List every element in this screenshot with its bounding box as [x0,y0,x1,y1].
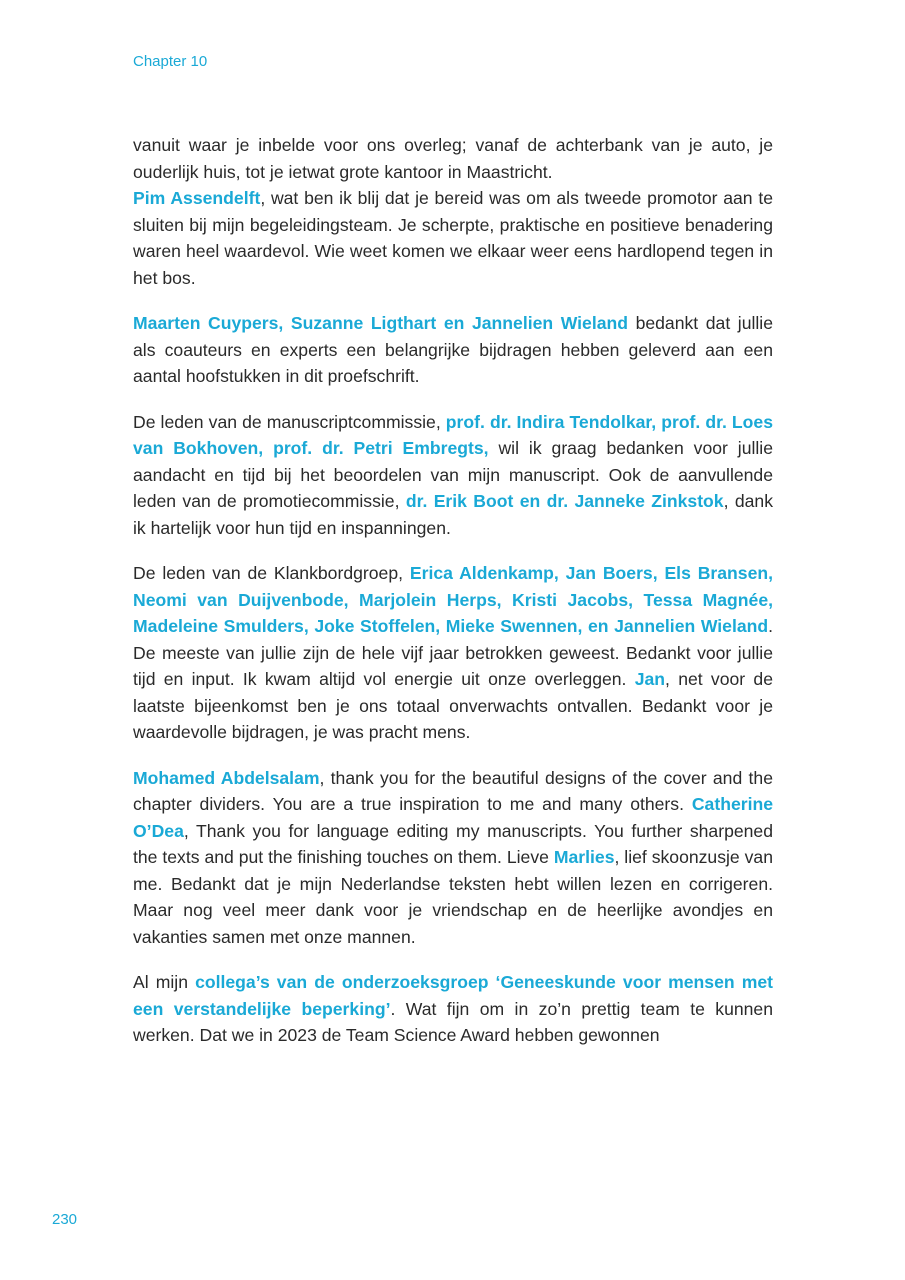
body-text: wil ik graag bedanken voor jullie aandacht en tijd bij het beoordelen van mijn manuscript. Ook de aanvullende leden van de promotiecommissie, [133,438,773,511]
body-text: , net voor de laatste bijeenkomst ben je ons totaal onverwachts ontvallen. Bedankt voor je waardevolle bijdragen, je was pracht mens. [133,669,773,742]
body-text: , dank ik hartelijk voor hun tijd en inspanningen. [133,491,773,538]
body-text: , wat ben ik blij dat je bereid was om als tweede promotor aan te sluiten bij mijn begeleidingsteam. Je scherpte, praktische en positieve benadering waren heel waardevol. Wie weet komen we elkaar weer eens hardlopend tegen in het bos. [133,188,773,288]
body-text: . Wat fijn om in zo’n prettig team te kunnen werken. Dat we in 2023 de Team Science Award hebben gewonnen [133,998,773,1045]
body-text: , Thank you for language editing my manuscripts. You further sharpened the texts and put the finishing touches on them. Lieve [133,820,773,867]
document-body [133,132,773,1068]
paragraph-p4 [133,409,773,542]
highlighted-name: prof. dr. Indira Tendolkar, prof. dr. Loes van Bokhoven, prof. dr. Petri Embregts, [133,411,773,458]
highlighted-name: Pim Assendelft [133,188,261,208]
paragraph-p2 [133,185,773,291]
body-text: , thank you for the beautiful designs of the cover and the chapter dividers. You are a true inspiration to me and many others. [133,767,773,814]
highlighted-name: Erica Aldenkamp, Jan Boers, Els Bransen, Neomi van Duijvenbode, Marjolein Herps, Kristi Jacobs, Tessa Magnée, Madeleine Smulders, Joke Stoffelen, Mieke Swennen, en Jannelien Wieland [133,563,773,636]
highlighted-name: Maarten Cuypers, Suzanne Ligthart en Jannelien Wieland [133,313,628,333]
highlighted-name: Mohamed Abdelsalam [133,767,320,788]
paragraph-p6 [133,765,773,951]
page-number: 230 [52,1211,78,1228]
highlighted-name: Catherine O’Dea [133,794,773,841]
running-head-chapter: Chapter 10 [133,53,208,70]
body-text: vanuit waar je inbelde voor ons overleg; vanaf de achterbank van je auto, je ouderlijk huis, tot je ietwat grote kantoor in Maastricht. [133,135,773,182]
body-text: bedankt dat jullie als coauteurs en experts een belangrijke bijdragen hebben geleverd aan een aantal hoofstukken in dit proefschrift. [133,313,773,386]
paragraph-p1 [133,132,773,185]
highlighted-name: Marlies [553,847,615,867]
body-text: . De meeste van jullie zijn de hele vijf jaar betrokken geweest. Bedankt voor jullie tijd en input. Ik kwam altijd vol energie uit onze overleggen. [133,616,773,689]
highlighted-name: collega’s van de onderzoeksgroep ‘Geneeskunde voor mensen met een verstandelijke beperking’ [133,972,773,1019]
body-text: De leden van de Klankbordgroep, [133,563,410,583]
highlighted-name: dr. Erik Boot en dr. Janneke Zinkstok [405,491,724,511]
paragraph-p3 [133,310,773,390]
body-text: De leden van de manuscriptcommissie, [133,411,446,432]
body-text: Al mijn [133,972,196,992]
paragraph-p7 [133,969,773,1049]
paragraph-p5 [133,560,773,746]
body-text: , lief skoonzusje van me. Bedankt dat je mijn Nederlandse teksten hebt willen lezen en corrigeren. Maar nog veel meer dank voor je vriendschap en de heerlijke avondjes en vakanties samen met onze mannen. [133,847,773,947]
highlighted-name: Jan [634,669,666,689]
